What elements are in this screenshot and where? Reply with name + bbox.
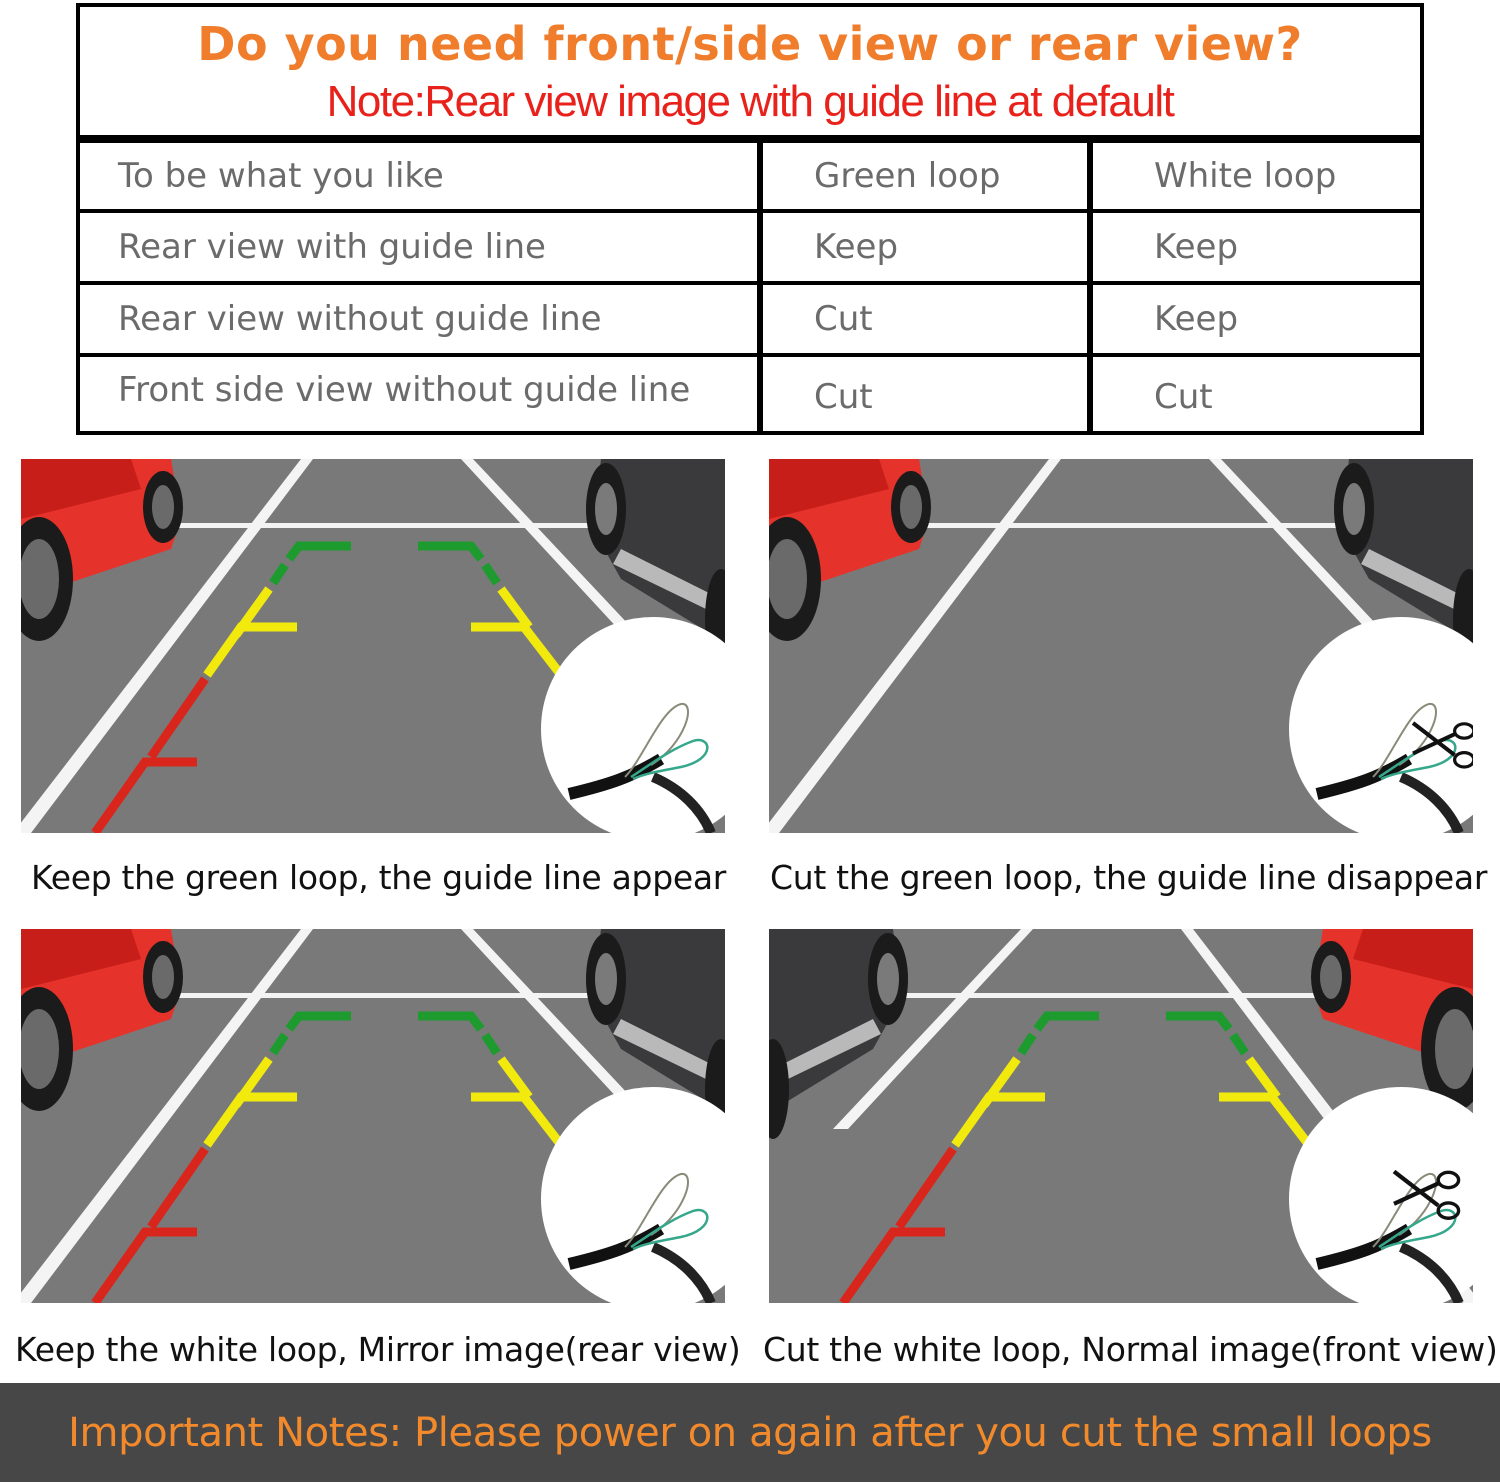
important-notes-banner — [0, 1383, 1500, 1482]
parking-lot-image — [769, 929, 1473, 1303]
table-header — [80, 7, 1420, 143]
table-row — [80, 285, 1420, 357]
row-label: Rear view without guide line — [118, 299, 602, 339]
panel-caption: Cut the white loop, Normal image(front view) — [763, 1330, 1498, 1369]
important-notes-text: Important Notes: Please power on again after you cut the small loops — [68, 1409, 1432, 1456]
white-loop-value: Cut — [1154, 377, 1213, 417]
loop-options-table — [80, 143, 1420, 431]
row-label: Rear view with guide line — [118, 227, 546, 267]
white-loop-value: Keep — [1154, 227, 1239, 267]
comparison-table-block — [76, 3, 1424, 435]
panel-caption: Cut the green loop, the guide line disappear — [770, 858, 1488, 897]
parking-lot-image — [769, 459, 1473, 833]
header-note: Note:Rear view image with guide line at default — [326, 77, 1174, 126]
panel-caption: Keep the green loop, the guide line appear — [31, 858, 727, 897]
green-loop-value: Cut — [814, 377, 873, 417]
panel-keep-green-loop — [21, 459, 725, 833]
header-title: Do you need front/side view or rear view? — [197, 17, 1303, 71]
table-row — [80, 357, 1420, 431]
panel-keep-white-loop — [21, 929, 725, 1303]
table-row — [80, 213, 1420, 285]
table-header-row — [80, 143, 1420, 213]
column-header-white-loop: White loop — [1154, 156, 1337, 196]
parking-lot-image — [21, 929, 725, 1303]
column-header-green-loop: Green loop — [814, 156, 1001, 196]
panel-cut-white-loop — [769, 929, 1473, 1303]
white-loop-value: Keep — [1154, 299, 1239, 339]
row-label: Front side view without guide line — [118, 370, 691, 410]
green-loop-value: Cut — [814, 299, 873, 339]
column-header-option: To be what you like — [118, 156, 444, 196]
green-loop-value: Keep — [814, 227, 899, 267]
panel-caption: Keep the white loop, Mirror image(rear view) — [15, 1330, 741, 1369]
parking-lot-image — [21, 459, 725, 833]
panel-cut-green-loop — [769, 459, 1473, 833]
